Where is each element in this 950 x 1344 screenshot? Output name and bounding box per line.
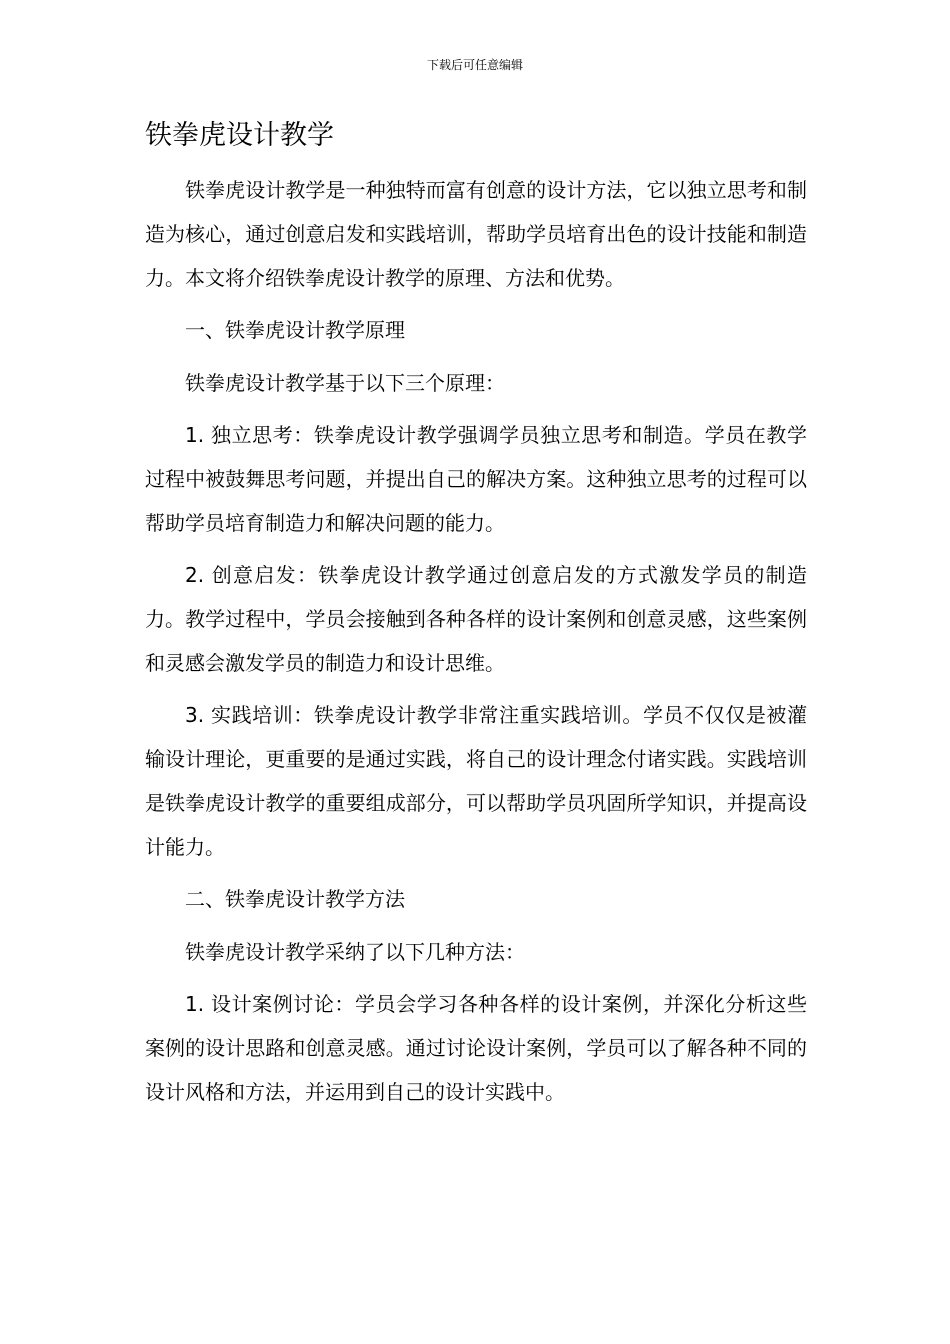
principles-intro-paragraph: 铁拳虎设计教学基于以下三个原理： — [185, 371, 505, 395]
section-heading-principles: 一、铁拳虎设计教学原理 — [185, 318, 405, 342]
principle-1-paragraph: 1. 独立思考：铁拳虎设计教学强调学员独立思考和制造。学员在教学过程中被鼓舞思考问题，并提出自己的解决方案。这种独立思考的过程可以帮助学员培育制造力和解决问题的能力。 — [145, 423, 807, 535]
principle-3-paragraph: 3. 实践培训：铁拳虎设计教学非常注重实践培训。学员不仅仅是被灌输设计理论，更重要的是通过实践，将自己的设计理念付诸实践。实践培训是铁拳虎设计教学的重要组成部分，可以帮助学员巩固所学知识，并提高设计能力。 — [145, 703, 807, 859]
section-heading-methods: 二、铁拳虎设计教学方法 — [185, 887, 405, 911]
document-body — [145, 168, 807, 1122]
method-1-paragraph: 1. 设计案例讨论：学员会学习各种各样的设计案例，并深化分析这些案例的设计思路和创意灵感。通过讨论设计案例，学员可以了解各种不同的设计风格和方法，并运用到自己的设计实践中。 — [145, 992, 807, 1104]
principle-2-paragraph: 2. 创意启发：铁拳虎设计教学通过创意启发的方式激发学员的制造力。教学过程中，学员会接触到各种各样的设计案例和创意灵感，这些案例和灵感会激发学员的制造力和设计思维。 — [145, 563, 807, 675]
methods-intro-paragraph: 铁拳虎设计教学采纳了以下几种方法： — [185, 940, 525, 964]
header-note: 下载后可任意编辑 — [426, 58, 523, 72]
intro-paragraph: 铁拳虎设计教学是一种独特而富有创意的设计方法，它以独立思考和制造为核心，通过创意启发和实践培训，帮助学员培育出色的设计技能和制造力。本文将介绍铁拳虎设计教学的原理、方法和优势。 — [145, 178, 807, 290]
document-title: 铁拳虎设计教学 — [145, 120, 334, 151]
